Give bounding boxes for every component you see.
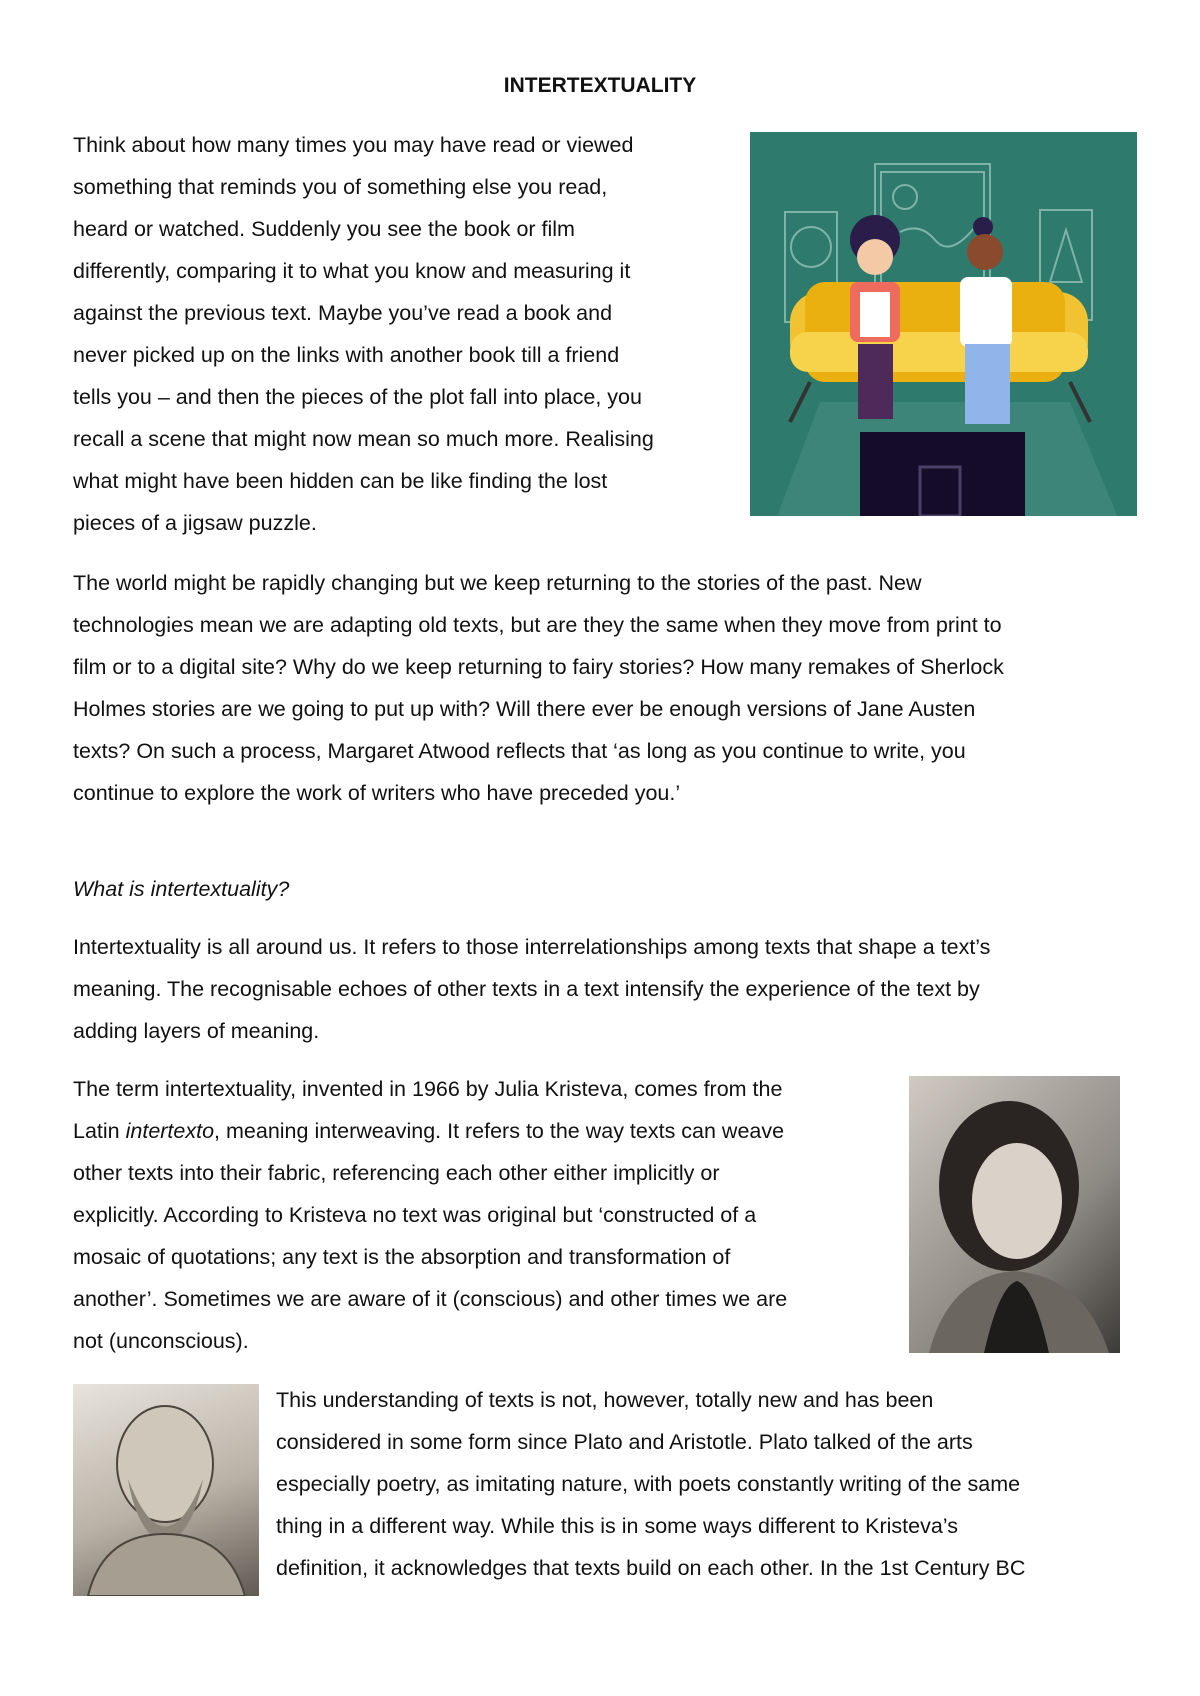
text-line: heard or watched. Suddenly you see the book or film: [73, 217, 575, 241]
text-line: pieces of a jigsaw puzzle.: [73, 511, 317, 535]
text-line: Think about how many times you may have read or viewed: [73, 133, 634, 157]
text-line: what might have been hidden can be like finding the lost: [73, 469, 608, 493]
text-line: [73, 1110, 787, 1152]
intro-paragraph: [73, 124, 654, 544]
text-line: texts? On such a process, Margaret Atwood reflects that ‘as long as you continue to write, you: [73, 739, 966, 763]
text-line: The world might be rapidly changing but we keep returning to the stories of the past. New: [73, 571, 922, 595]
text-line: against the previous text. Maybe you’ve read a book and: [73, 301, 613, 325]
text-line: The term intertextuality, invented in 1966 by Julia Kristeva, comes from the: [73, 1077, 783, 1101]
plato-paragraph: [276, 1379, 1025, 1589]
text-line: mosaic of quotations; any text is the absorption and transformation of: [73, 1245, 731, 1269]
plato-engraving: [73, 1384, 259, 1596]
text-line: another’. Sometimes we are aware of it (conscious) and other times we are: [73, 1287, 788, 1311]
couch-watching-tv-illustration: [750, 132, 1137, 516]
kristeva-paragraph: [73, 1068, 787, 1362]
text-line: Holmes stories are we going to put up with? Will there ever be enough versions of Jane Austen: [73, 697, 976, 721]
definition-paragraph: [73, 926, 990, 1052]
text-line: definition, it acknowledges that texts build on each other. In the 1st Century BC: [276, 1556, 1026, 1580]
text-line: especially poetry, as imitating nature, with poets constantly writing of the same: [276, 1472, 1021, 1496]
text-line: adding layers of meaning.: [73, 1019, 320, 1043]
text-line: tells you – and then the pieces of the plot fall into place, you: [73, 385, 642, 409]
section-heading: What is intertextuality?: [73, 877, 290, 901]
text-line: meaning. The recognisable echoes of other texts in a text intensify the experience of the text by: [73, 977, 980, 1001]
latin-term: intertexto: [125, 1119, 215, 1143]
text-line: This understanding of texts is not, however, totally new and has been: [276, 1388, 934, 1412]
text-line: thing in a different way. While this is in some ways different to Kristeva’s: [276, 1514, 958, 1538]
text-fragment: Latin: [73, 1119, 126, 1143]
text-line: continue to explore the work of writers who have preceded you.’: [73, 781, 681, 805]
second-paragraph: [73, 562, 1143, 814]
julia-kristeva-photo: [909, 1076, 1120, 1353]
text-line: considered in some form since Plato and Aristotle. Plato talked of the arts: [276, 1430, 973, 1454]
text-line: not (unconscious).: [73, 1329, 249, 1353]
text-line: differently, comparing it to what you know and measuring it: [73, 259, 631, 283]
text-line: Intertextuality is all around us. It refers to those interrelationships among texts that shape a text’s: [73, 935, 991, 959]
text-line: something that reminds you of something else you read,: [73, 175, 608, 199]
page-title: INTERTEXTUALITY: [503, 74, 697, 97]
text-line: never picked up on the links with another book till a friend: [73, 343, 620, 367]
text-line: other texts into their fabric, referencing each other either implicitly or: [73, 1161, 720, 1185]
text-fragment: , meaning interweaving. It refers to the way texts can weave: [214, 1119, 785, 1143]
text-line: technologies mean we are adapting old texts, but are they the same when they move from print to: [73, 613, 1002, 637]
text-line: explicitly. According to Kristeva no text was original but ‘constructed of a: [73, 1203, 757, 1227]
text-line: recall a scene that might now mean so much more. Realising: [73, 427, 654, 451]
text-line: film or to a digital site? Why do we keep returning to fairy stories? How many remakes of Sherlock: [73, 655, 1004, 679]
